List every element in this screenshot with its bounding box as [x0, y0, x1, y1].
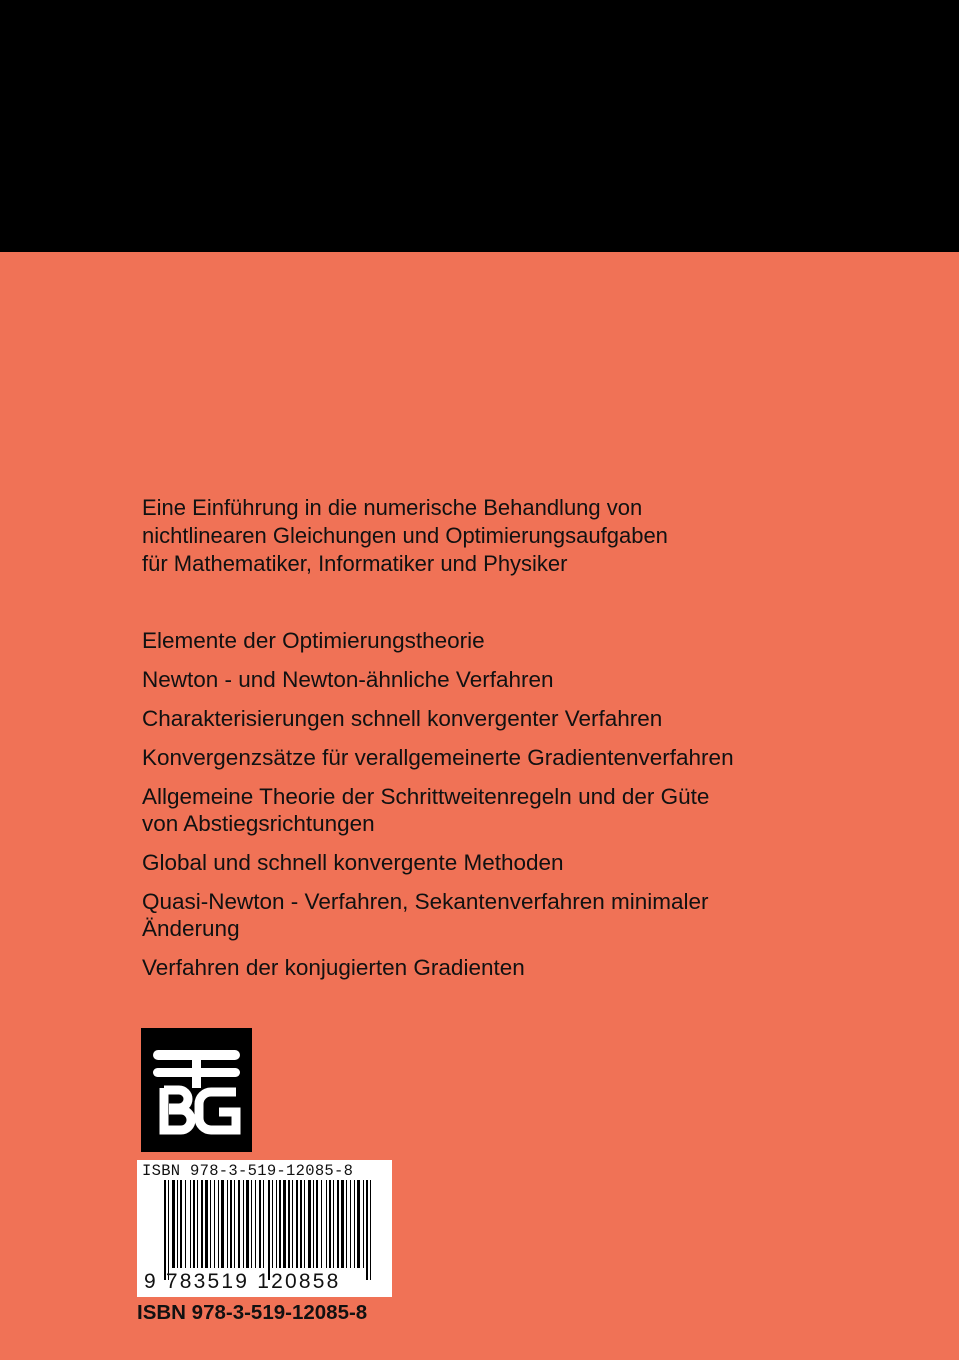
- barcode-bar: [333, 1180, 334, 1268]
- barcode-bar: [354, 1180, 355, 1268]
- barcode-bar: [296, 1180, 298, 1268]
- barcode-bar: [243, 1180, 244, 1268]
- barcode-bar: [283, 1180, 286, 1268]
- barcode-bar: [177, 1180, 178, 1268]
- topic-item: Konvergenzsätze für verallgemeinerte Gradientenverfahren: [142, 745, 734, 770]
- barcode-bar: [201, 1180, 203, 1268]
- barcode-bar: [234, 1180, 235, 1268]
- barcode-bar: [268, 1180, 270, 1280]
- barcode-bar: [259, 1180, 261, 1268]
- topic-item: Verfahren der konjugierten Gradienten: [142, 955, 525, 980]
- barcode-bar: [180, 1180, 182, 1268]
- barcode-bar: [230, 1180, 232, 1268]
- barcode-bar: [350, 1180, 351, 1268]
- topic-item: Newton - und Newton-ähnliche Verfahren: [142, 667, 554, 692]
- barcode-bar: [357, 1180, 360, 1268]
- barcode-bar: [164, 1180, 166, 1280]
- barcode-bar: [276, 1180, 277, 1268]
- barcode-bar: [341, 1180, 344, 1268]
- barcode-bar: [326, 1180, 327, 1268]
- topic-item: Quasi-Newton - Verfahren, Sekantenverfahren minimaler Änderung: [142, 889, 709, 941]
- barcode-bar: [255, 1180, 256, 1268]
- barcode-bar: [251, 1180, 252, 1268]
- topic-item: Elemente der Optimierungstheorie: [142, 628, 485, 653]
- barcode-bar: [190, 1180, 191, 1268]
- intro-line: für Mathematiker, Informatiker und Physiker: [142, 551, 568, 576]
- intro-line: nichtlinearen Gleichungen und Optimierungsaufgaben: [142, 523, 668, 548]
- barcode-bar: [300, 1180, 302, 1268]
- barcode-bar: [308, 1180, 311, 1268]
- barcode-bar: [292, 1180, 293, 1268]
- barcode-bar: [172, 1180, 175, 1268]
- top-black-band: [0, 0, 959, 252]
- barcode-bar: [227, 1180, 228, 1268]
- barcode-bar: [321, 1180, 322, 1268]
- barcode-bar: [329, 1180, 331, 1268]
- barcode-isbn-text: ISBN 978-3-519-12085-8: [142, 1162, 354, 1180]
- barcode-bar: [263, 1180, 264, 1268]
- barcode-bar: [238, 1180, 240, 1268]
- barcode-bar: [370, 1180, 371, 1280]
- barcode-bar: [210, 1180, 211, 1268]
- isbn-label: ISBN 978-3-519-12085-8: [137, 1301, 368, 1324]
- barcode-bar: [337, 1180, 339, 1268]
- barcode-bar: [246, 1180, 249, 1268]
- barcode-bar: [185, 1180, 186, 1268]
- barcode-bar: [366, 1180, 368, 1280]
- barcode-bar: [193, 1180, 195, 1268]
- barcode-bar: [214, 1180, 215, 1268]
- barcode-bar: [288, 1180, 290, 1268]
- barcode-bar: [316, 1180, 318, 1268]
- barcode-bar: [221, 1180, 224, 1268]
- barcode-bar: [313, 1180, 314, 1268]
- topic-item: Global und schnell konvergente Methoden: [142, 850, 564, 875]
- barcode-bar: [346, 1180, 347, 1268]
- intro-line: Eine Einführung in die numerische Behandlung von: [142, 495, 643, 520]
- barcode-bar: [168, 1180, 169, 1280]
- intro-text: [142, 494, 862, 578]
- topic-list: [142, 627, 902, 993]
- barcode-bar: [197, 1180, 198, 1268]
- topic-item: Allgemeine Theorie der Schrittweitenregeln und der Güte von Abstiegsrichtungen: [142, 784, 710, 836]
- barcode-bar: [304, 1180, 305, 1268]
- barcode-bars: [164, 1180, 376, 1280]
- barcode-digits: 9 783519 120858: [144, 1270, 341, 1293]
- barcode-bar: [363, 1180, 364, 1268]
- barcode-bar: [205, 1180, 208, 1268]
- barcode-bar: [218, 1180, 219, 1268]
- publisher-logo-icon: [141, 1028, 252, 1152]
- topic-item: Charakterisierungen schnell konvergenter Verfahren: [142, 706, 663, 731]
- barcode-bar: [279, 1180, 281, 1268]
- barcode-bar: [272, 1180, 273, 1268]
